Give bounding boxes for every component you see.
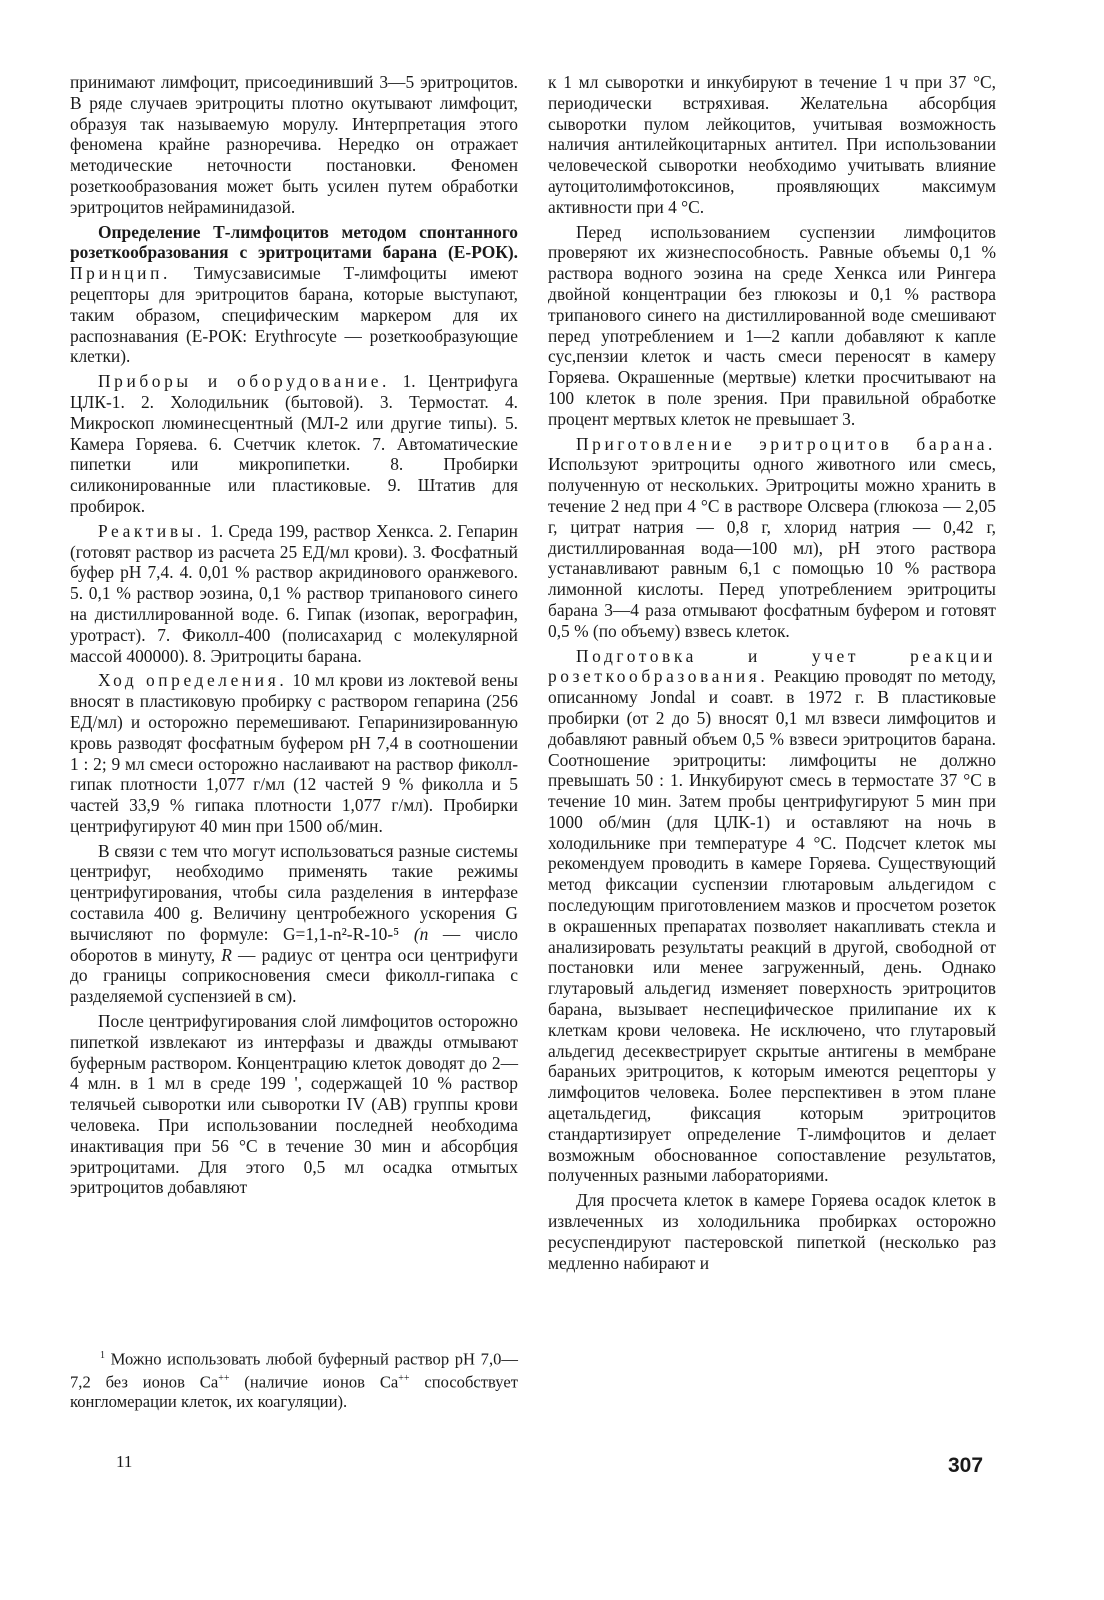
paragraph: Для просчета клеток в камере Горяева осадок клеток в извлеченных из холодильника пробирках осторожно ресуспендируют пастеровской пипеткой (несколько раз медленно набирают и [548, 1190, 996, 1273]
footnote-text: способствует конгломерации клеток, их коагуляции). [70, 1372, 518, 1412]
paragraph: Перед использованием суспензии лимфоцитов проверяют их жизнеспособность. Равные объемы 0,1 % раствора водного эозина на среде Хенкса или Рингера двойной концентрации без глюкозы и 0,1 % раствора трипанового синего на дистиллированной воде смешивают перед употреблением и 1—2 капли добавляют к капле сус,пензии клеток и часть смеси переносят в камеру Горяева. Окрашенные (мертвые) клетки просчитывают на 100 клеток в поле зрения. При правильной обработке процент мертвых клеток не превышает 3. [548, 221, 996, 429]
paragraph [70, 371, 518, 517]
superscript: ++ [398, 1373, 410, 1385]
formula: G=1,1-n²-R-10-⁵ [283, 923, 400, 944]
paragraph: к 1 мл сыворотки и инкубируют в течение 1 ч при 37 °С, периодически встряхивая. Желательна абсорбция сыворотки пулом лейкоцитов, учитывая возможность наличия антилейкоцитарных антител. При использовании человеческой сыворотки необходимо учитывать влияние аутоцитолимфотоксинов, проявляющих максимум активности при 4 °С. [548, 72, 996, 217]
paragraph: принимают лимфоцит, присоединивший 3—5 эритроцитов. В ряде случаев эритроциты плотно окутывают лимфоцит, образуя так называемую морулу. Интерпретация этого феномена крайне разноречива. Нередко он отражает методические неточности постановки. Феномен розеткообразования может быть усилен путем обработки эритроцитов нейраминидазой. [70, 72, 518, 217]
paragraph-text: 1. Центрифуга ЦЛК-1. 2. Холодильник (бытовой). 3. Термостат. 4. Микроскоп люминесцентный (МЛ-2 или другие типы). 5. Камера Горяева. 6. Счетчик клеток. 7. Автоматические пипетки или микропипетки. 8. Пробирки силиконированные или пластиковые. 9. Штатив для пробирок. [70, 371, 519, 516]
footnote-mark: 1 [100, 1350, 105, 1361]
subsection-label: Приборы и оборудование. [98, 371, 390, 392]
paragraph: После центрифугирования слой лимфоцитов осторожно пипеткой извлекают из интерфазы и дважды отмывают буферным раствором. Концентрацию клеток доводят до 2—4 млн. в 1 мл в среде 199 ', содержащей 10 % раствор телячьей сыворотки или сыворотки IV (АВ) группы крови человека. При использовании последней необходима инактивация при 56 °С в течение 30 мин и абсорбция эритроцитами. Для этого 0,5 мл осадка отмытых эритроцитов добавляют [70, 1011, 518, 1198]
superscript: ++ [218, 1373, 230, 1385]
subsection-label: Подготовка и учет реакции розеткообразования. [548, 645, 996, 687]
right-column [548, 72, 996, 1277]
footnote-text: Можно использовать любой буферный раствор pH 7,0—7,2 без ионов Са [70, 1349, 518, 1392]
paragraph-text: — радиус от центра оси центрифуги до границы соприкосновения смеси фиколл-гипака с разделяемой суспензией в см). [70, 944, 518, 1007]
subsection-label: Ход определения. [98, 670, 288, 691]
paragraph-text: Реакцию проводят по методу, описанному Jondal и соавт. в 1972 г. В пластиковые пробирки (от 2 до 5) вносят 0,1 мл взвеси лимфоцитов и добавляют равный объем 0,5 % взвеси эритроцитов барана. Соотношение эритроциты: лимфоциты не должно превышать 50 : 1. Инкубируют смесь в термостате 37 °С в течение 10 мин. Затем пробы центрифугируют 5 мин при 1000 об/мин (для ЦЛК-1) и оставляют на ночь в холодильнике при температуре 4 °С. Подсчет клеток мы рекомендуем проводить в камере Горяева. Существующий метод фиксации суспензии глютаровым альдегидом с последующим приготовлением мазков и просчетом розеток в окрашенных препаратах позволяет накапливать стекла и анализировать результаты реакций в другой, свободной от постановки или менее загруженный, день. Однако глутаровый альдегид изменяет поверхность эритроцитов барана, вызывает неспецифическое прилипание их к клеткам крови человека. Не исключено, что глутаровый альдегид десеквестрирует скрытые антигены в мембране бараньих эритроцитов, к которым имеются рецепторы у лимфоцитов человека. Более перспективен в этом плане ацетальдегид, фиксация которым эритроцитов стандартизирует определение Т-лимфоцитов и делает возможным обоснованное сопоставление результатов, полученных разными лабораториями. [548, 666, 996, 1186]
footnote [70, 1346, 518, 1412]
paragraph [70, 222, 518, 368]
paragraph-text: Используют эритроциты одного животного или смесь, полученную от нескольких. Эритроциты можно хранить в течение 2 нед при 4 °С в растворе Олсвера (глюкоза — 2,05 г, цитрат натрия — 0,8 г, хлорид натрия — 0,42 г, дистиллированная вода—100 мл), pH этого раствора устанавливают равным 6,1 с помощью 10 % раствора лимонной кислоты. Перед употреблением эритроциты барана 3—4 раза отмывают фосфатным буфером и готовят 0,5 % (по объему) взвесь клеток. [548, 454, 996, 641]
paragraph [70, 841, 518, 1007]
paragraph [70, 670, 518, 836]
footnote-text: (наличие ионов [244, 1372, 365, 1392]
paragraph-text: 10 мл крови из локтевой вены вносят в пластиковую пробирку с раствором гепарина (256 ЕД/мл) и осторожно перемешивают. Гепаринизированную кровь разводят фосфатным буфером pH 7,4 в соотношении 1 : 2; 9 мл смеси осторожно наслаивают на раствор фиколл-гипак плотности 1,077 г/мл (12 частей 9 % фиколла и 5 частей 33,9 % гипака плотности 1,077 г/мл). Пробирки центрифугируют 40 мин при 1500 об/мин. [70, 670, 518, 836]
formula-variable: R [221, 944, 232, 965]
paragraph [70, 521, 518, 667]
paragraph [548, 646, 996, 1187]
subsection-label: Принцип. [70, 263, 171, 284]
signature-mark: 11 [116, 1452, 133, 1471]
paragraph-text: В связи с тем что могут использоваться разные системы центрифуг, необходимо применять такие режимы центрифугирования, чтобы сила разделения в интерфазе составила 400 g. Величину центробежного ускорения G вычисляют по формуле: [70, 840, 518, 944]
paragraph-text: Тимусзависимые Т-лимфоциты имеют рецепторы для эритроцитов барана, которые выступают, таким образом, специфическим маркером для их распознавания (Е-РОК: Erythrocyte — розеткообразующие клетки). [70, 263, 518, 367]
left-column [70, 72, 518, 1202]
section-heading: Определение Т-лимфоцитов методом спонтанного розеткообразования с эритроцитами барана (Е-РОК). [70, 221, 518, 263]
subsection-label: Реактивы. [98, 520, 205, 541]
footnote-text: Са [379, 1372, 399, 1392]
subsection-label: Приготовление эритроцитов барана. [576, 433, 996, 454]
formula-variable: (n [413, 923, 429, 944]
paragraph-text: — число оборотов в минуту, [70, 923, 518, 965]
paragraph-text: 1. Среда 199, раствор Хенкса. 2. Гепарин (готовят раствор из расчета 25 ЕД/мл крови). 3. Фосфатный буфер pH 7,4. 4. 0,01 % раствор акридинового оранжевого. 5. 0,1 % раствор эозина, 0,1 % раствор трипанового синего на дистиллированной воде. 6. Гипак (изопак, верографин, уротраст). 7. Фиколл-400 (полисахарид с молекулярной массой 400000). 8. Эритроциты барана. [70, 520, 518, 666]
page-number: 307 [948, 1454, 984, 1477]
paragraph [548, 434, 996, 642]
